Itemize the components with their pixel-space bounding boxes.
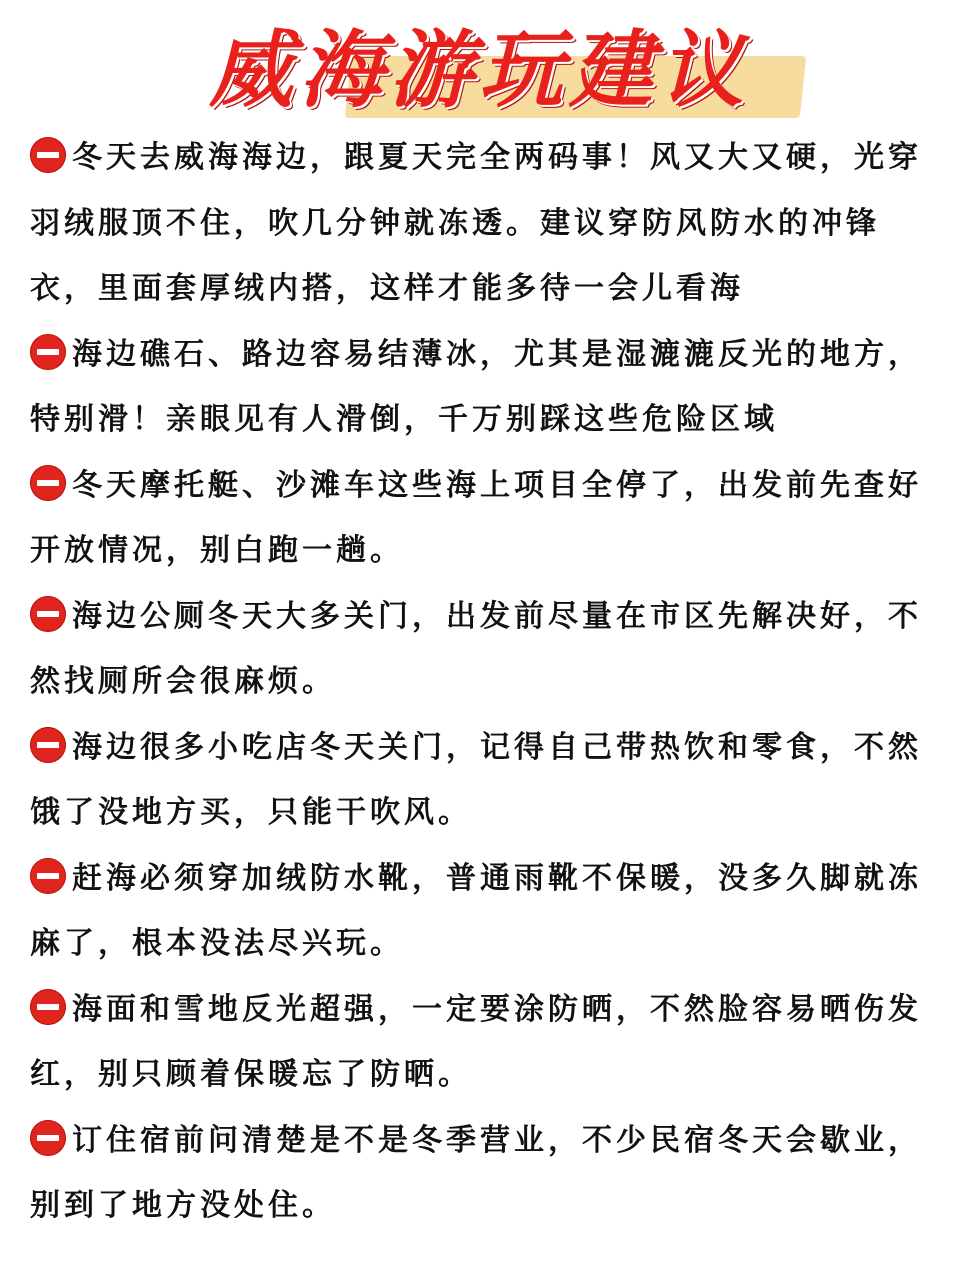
no-entry-icon: [30, 858, 66, 894]
tip-text: 冬天去威海海边，跟夏天完全两码事！风又大又硬，光穿羽绒服顶不住，吹几分钟就冻透。建议穿防风防水的冲锋衣，里面套厚绒内搭，这样才能多待一会儿看海: [30, 140, 922, 306]
tip-text: 海边很多小吃店冬天关门，记得自己带热饮和零食，不然饿了没地方买，只能干吹风。: [30, 729, 922, 830]
tips-list: [30, 125, 935, 1239]
tip-item: [30, 977, 935, 1108]
tip-item: [30, 322, 935, 453]
tip-text: 订住宿前问清楚是不是冬季营业，不少民宿冬天会歇业，别到了地方没处住。: [30, 1122, 922, 1223]
tip-item: [30, 715, 935, 846]
tip-item: [30, 125, 935, 322]
title-banner: [0, 12, 958, 122]
no-entry-icon: [30, 1120, 66, 1156]
tip-text: 冬天摩托艇、沙滩车这些海上项目全停了，出发前先查好开放情况，别白跑一趟。: [30, 467, 922, 568]
tip-text: 海边公厕冬天大多关门，出发前尽量在市区先解决好，不然找厕所会很麻烦。: [30, 598, 922, 699]
tip-text: 海边礁石、路边容易结薄冰，尤其是湿漉漉反光的地方，特别滑！亲眼见有人滑倒，千万别踩这些危险区域: [30, 336, 922, 437]
tip-item: [30, 453, 935, 584]
tip-item: [30, 584, 935, 715]
no-entry-icon: [30, 465, 66, 501]
tip-text: 海面和雪地反光超强，一定要涂防晒，不然脸容易晒伤发红，别只顾着保暖忘了防晒。: [30, 991, 922, 1092]
tip-item: [30, 846, 935, 977]
no-entry-icon: [30, 334, 66, 370]
no-entry-icon: [30, 989, 66, 1025]
no-entry-icon: [30, 596, 66, 632]
tip-item: [30, 1108, 935, 1239]
no-entry-icon: [30, 727, 66, 763]
tip-text: 赶海必须穿加绒防水靴，普通雨靴不保暖，没多久脚就冻麻了，根本没法尽兴玩。: [30, 860, 922, 961]
no-entry-icon: [30, 137, 66, 173]
page-title: 威海游玩建议: [208, 20, 749, 119]
